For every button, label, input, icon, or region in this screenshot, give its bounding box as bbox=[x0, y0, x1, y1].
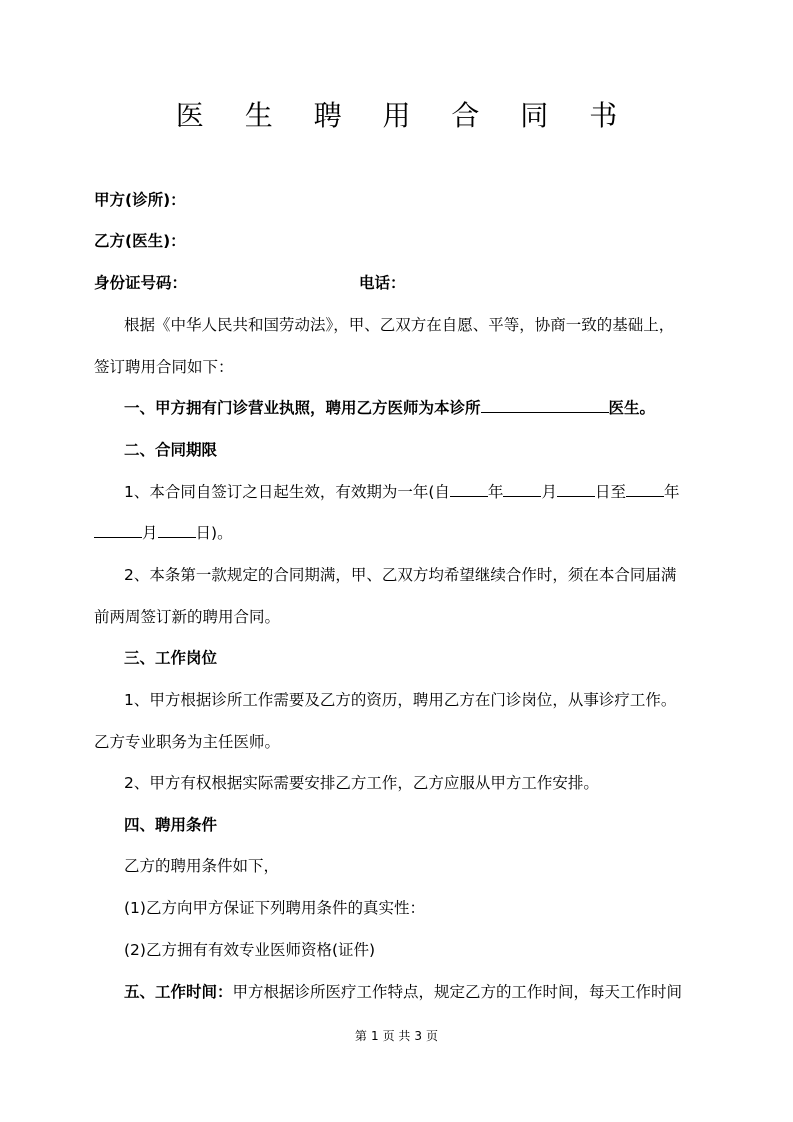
section-2-para-1-line-2 bbox=[94, 523, 233, 543]
page-footer bbox=[0, 1028, 793, 1044]
page-mid: 页 共 bbox=[382, 1029, 411, 1043]
position-blank[interactable] bbox=[481, 398, 609, 413]
section-4-para-1: 乙方的聘用条件如下， bbox=[124, 857, 280, 875]
page-suffix: 页 bbox=[426, 1029, 439, 1043]
start-day-blank[interactable] bbox=[557, 482, 595, 497]
party-b-label: 乙方(医生)： bbox=[94, 232, 186, 250]
section-5-text: 甲方根据诊所医疗工作特点，规定乙方的工作时间，每天工作时间 bbox=[232, 983, 683, 1001]
section-3-para-2: 2、甲方有权根据实际需要安排乙方工作，乙方应服从甲方工作安排。 bbox=[124, 774, 599, 792]
intro-line-2: 签订聘用合同如下： bbox=[94, 358, 234, 376]
section-5-heading: 五、工作时间： bbox=[124, 983, 233, 1001]
phone-label: 电话： bbox=[359, 274, 406, 292]
term-text: 1、本合同自签订之日起生效，有效期为一年(自 bbox=[124, 483, 450, 501]
month-label-2: 月 bbox=[142, 524, 158, 542]
section-1-line bbox=[124, 398, 655, 418]
section-1-suffix: 医生。 bbox=[608, 399, 656, 417]
section-3-para-1-line-1: 1、甲方根据诊所工作需要及乙方的资历，聘用乙方在门诊岗位，从事诊疗工作。 bbox=[124, 691, 677, 709]
term-end-text: 日)。 bbox=[195, 524, 233, 542]
document-title: 医 生 聘 用 合 同 书 bbox=[175, 99, 634, 132]
section-1-text: 一、甲方拥有门诊营业执照，聘用乙方医师为本诊所 bbox=[124, 399, 481, 417]
start-year-blank[interactable] bbox=[450, 482, 488, 497]
start-month-blank[interactable] bbox=[503, 482, 541, 497]
end-day-blank[interactable] bbox=[158, 523, 196, 538]
section-3-para-1-line-2: 乙方专业职务为主任医师。 bbox=[94, 733, 281, 751]
section-2-para-2-line-2: 前两周签订新的聘用合同。 bbox=[94, 608, 281, 626]
year-label: 年 bbox=[487, 483, 504, 501]
intro-line-1: 根据《中华人民共和国劳动法》，甲、乙双方在自愿、平等，协商一致的基础上， bbox=[124, 316, 675, 334]
end-month-blank[interactable] bbox=[94, 523, 142, 538]
page-prefix: 第 bbox=[354, 1029, 367, 1043]
page-total: 3 bbox=[414, 1029, 423, 1043]
section-2-para-2-line-1: 2、本条第一款规定的合同期满，甲、乙双方均希望继续合作时，须在本合同届满 bbox=[124, 566, 677, 584]
year-label-2: 年 bbox=[663, 483, 680, 501]
section-2-para-1-line-1 bbox=[124, 482, 679, 502]
page-current: 1 bbox=[370, 1029, 379, 1043]
month-label: 月 bbox=[541, 483, 557, 501]
section-3-heading: 三、工作岗位 bbox=[124, 649, 218, 667]
section-4-item-1: (1)乙方向甲方保证下列聘用条件的真实性： bbox=[124, 899, 425, 917]
id-number-label: 身份证号码： bbox=[94, 274, 188, 292]
section-5-line bbox=[124, 982, 682, 1002]
section-4-heading: 四、聘用条件 bbox=[124, 816, 218, 834]
end-year-blank[interactable] bbox=[626, 482, 664, 497]
section-4-item-2: (2)乙方拥有有效专业医师资格(证件) bbox=[124, 941, 376, 959]
party-a-label: 甲方(诊所)： bbox=[94, 191, 186, 209]
section-2-heading: 二、合同期限 bbox=[124, 441, 218, 459]
day-to-label: 日至 bbox=[594, 483, 626, 501]
